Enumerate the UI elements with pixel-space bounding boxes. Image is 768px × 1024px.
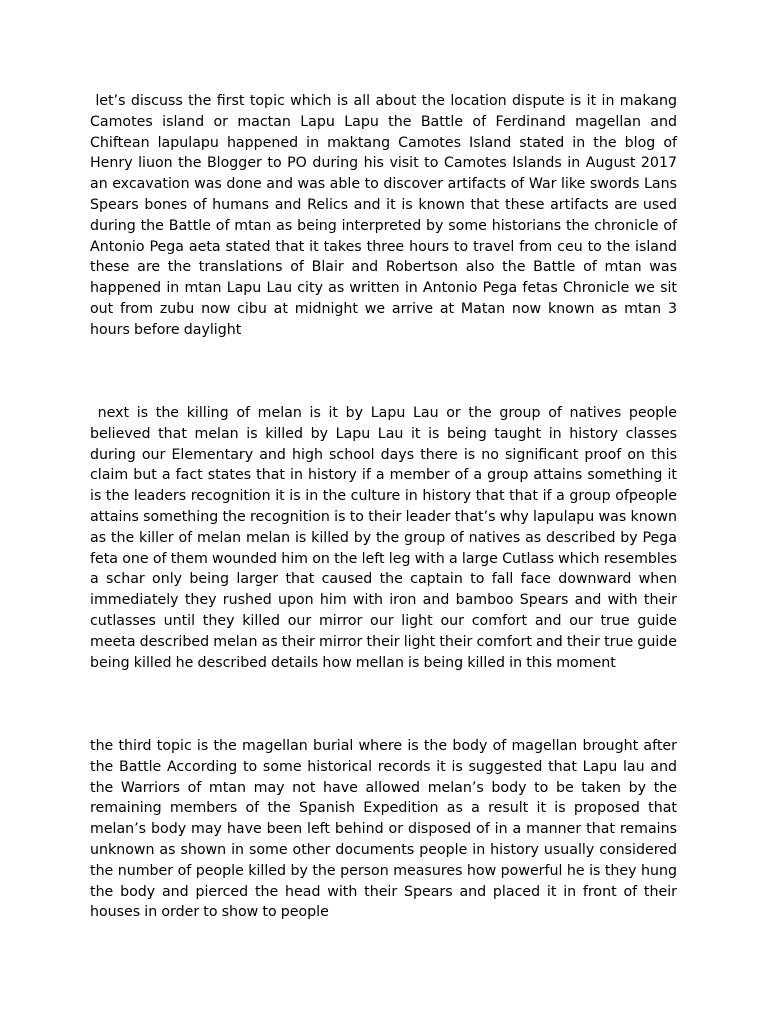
paragraph-location-dispute: let’s discuss the first topic which is all about the location dispute is it in makang Camotes island or mactan Lapu Lapu the Battle of Ferdinand magellan and Chiftean lapulapu happened in maktang Camotes Island stated in the blog of Henry liuon the Blogger to PO during his visit to Camotes Islands in August 2017 an excavation was done and was able to discover artifacts of War like swords Lans Spears bones of humans and Relics and it is known that these artifacts are used during the Battle of mtan as being interpreted by some historians the chronicle of Antonio Pega aeta stated that it takes three hours to travel from ceu to the island these are the translations of Blair and Robertson also the Battle of mtan was happened in mtan Lapu Lau city as written in Antonio Pega fetas Chronicle we sit out from zubu now cibu at midnight we arrive at Matan now known as mtan 3 hours before daylight (90, 93, 682, 338)
paragraph-killing-of-magellan: next is the killing of melan is it by Lapu Lau or the group of natives people believed that melan is killed by Lapu Lau it is being taught in history classes during our Elementary and high school days there is no significant proof on this claim but a fact states that in history if a member of a group attains something it is the leaders recognition it is in the culture in history that that if a group ofpeople attains something the recognition is to their leader that’s why lapulapu was known as the killer of melan melan is killed by the group of natives as described by Pega feta one of them wounded him on the left leg with a large Cutlass which resembles a schar only being larger that caused the captain to fall face downward when immediately they rushed upon him with iron and bamboo Spears and with their cutlasses until they killed our mirror our light our comfort and our true guide meeta described melan as their mirror their light their comfort and their true guide being killed he described details how mellan is being killed in this moment (90, 405, 682, 671)
paragraph-magellan-burial: the third topic is the magellan burial where is the body of magellan brought after the Battle According to some historical records it is suggested that Lapu lau and the Warriors of mtan may not have allowed melan’s body to be taken by the remaining members of the Spanish Expedition as a result it is proposed that melan’s body may have been left behind or disposed of in a manner that remains unknown as shown in some other documents people in history usually considered the number of people killed by the person measures how powerful he is they hung the body and pierced the head with their Spears and placed it in front of their houses in order to show to people (90, 738, 682, 921)
